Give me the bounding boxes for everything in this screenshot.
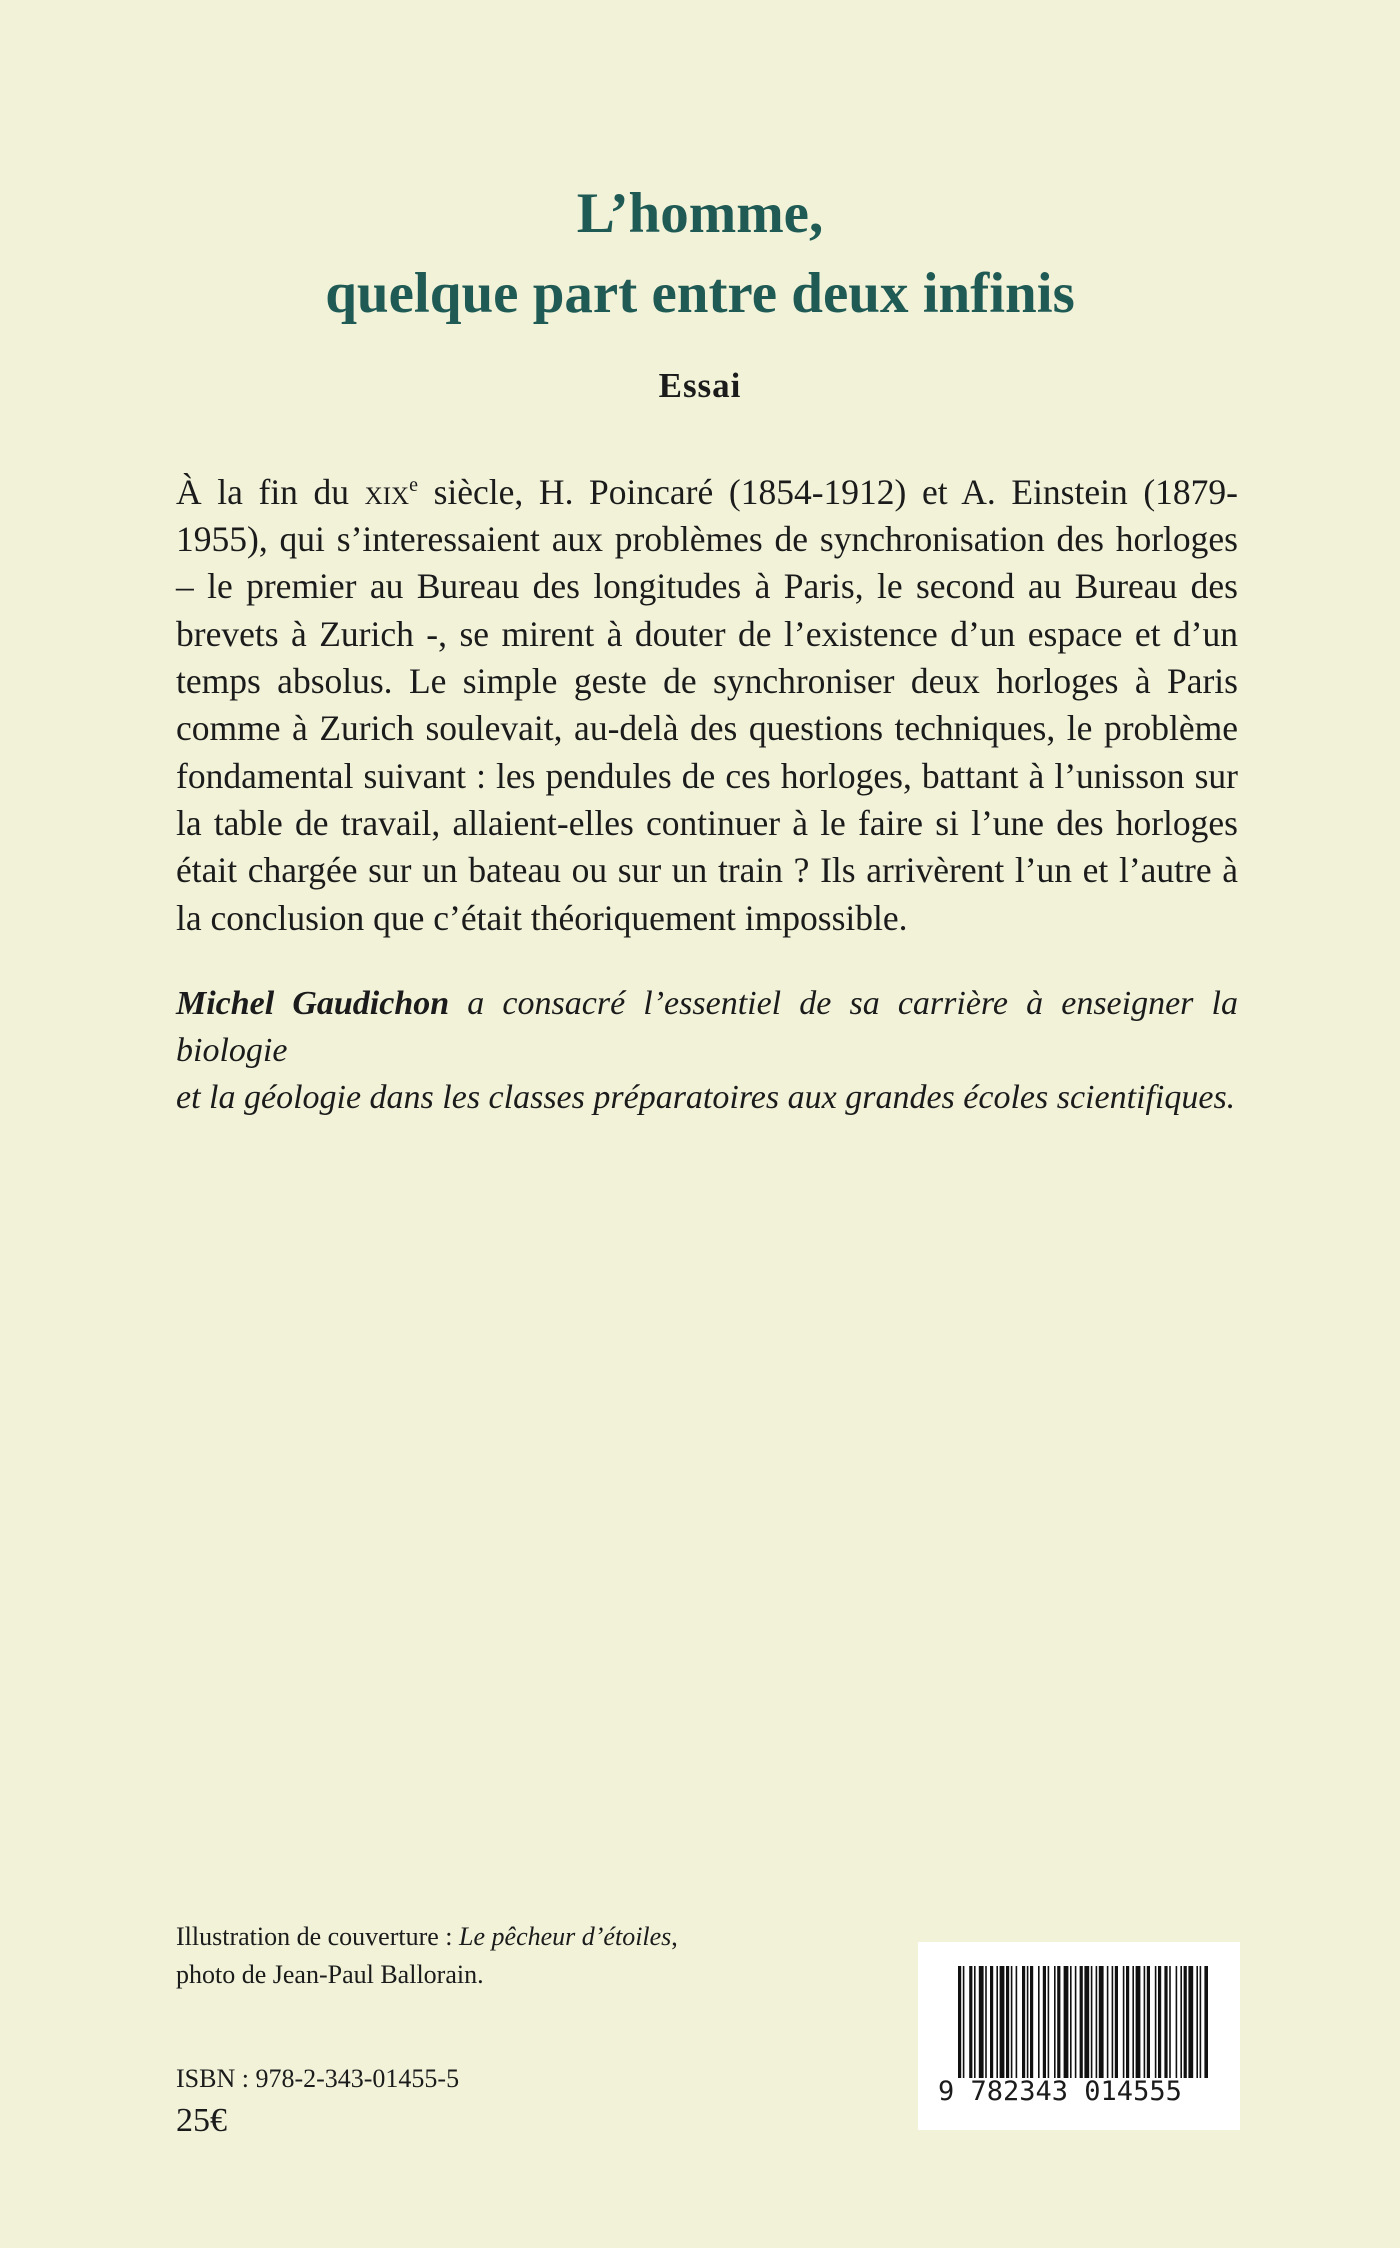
barcode-bar (1027, 1966, 1029, 2078)
barcode-bar (1000, 1966, 1005, 2078)
illustration-credit-line-1 (176, 1918, 678, 1956)
credit-prefix: Illustration de couverture : (176, 1922, 460, 1951)
barcode-bar (1164, 1966, 1167, 2078)
barcode-bar (1123, 1966, 1125, 2078)
summary-line: – le premier au Bureau des longitudes à Paris, le second au Bureau des (176, 566, 1238, 607)
barcode-bar (1099, 1966, 1104, 2078)
barcode-bar (1043, 1966, 1046, 2078)
author-bio-line (176, 980, 1238, 1074)
summary-line: la conclusion que c’était théoriquement impossible. (176, 897, 908, 938)
barcode-bar (974, 1966, 976, 2078)
barcode-bar (1200, 1966, 1202, 2078)
barcode-bar (979, 1966, 984, 2078)
summary-line: comme à Zurich soulevait, au-delà des questions techniques, le problème (176, 708, 1238, 749)
barcode-bar (1096, 1966, 1098, 2078)
barcode-bars (958, 1966, 1208, 2078)
barcode-bar (1144, 1966, 1146, 2078)
barcode-bar (958, 1966, 961, 2078)
book-title-line-1: L’homme, (576, 182, 824, 245)
barcode-bar (985, 1966, 987, 2078)
barcode (918, 1942, 1240, 2130)
barcode-bar (1084, 1966, 1089, 2078)
barcode-bar (1011, 1966, 1013, 2078)
barcode-bar (1176, 1966, 1178, 2078)
barcode-bar (1204, 1966, 1208, 2078)
book-title-line-2: quelque part entre deux infinis (325, 262, 1075, 325)
summary-line: fondamental suivant : les pendules de ces horloges, battant à l’unisson sur (176, 755, 1238, 796)
barcode-bar (1196, 1966, 1198, 2078)
barcode-bar (1080, 1966, 1083, 2078)
barcode-bar (1054, 1966, 1056, 2078)
barcode-bar (1075, 1966, 1077, 2078)
isbn: ISBN : 978-2-343-01455-5 (176, 2064, 460, 2093)
summary-line-0: siècle, H. Poincaré (1854-1912) et A. Einstein (1879- (418, 471, 1238, 512)
century-numeral: xix (364, 471, 410, 512)
barcode-bar (1188, 1966, 1193, 2078)
summary-line: était chargée sur un bateau ou sur un train ? Ils arrivèrent l’un et l’autre à (176, 850, 1238, 891)
barcode-bar (1136, 1966, 1141, 2078)
barcode-bar (1126, 1966, 1129, 2078)
barcode-bar (1180, 1966, 1182, 2078)
barcode-bar (1006, 1966, 1009, 2078)
barcode-bar (996, 1966, 998, 2078)
barcode-bar (1091, 1966, 1093, 2078)
author-bio-line: et la géologie dans les classes préparatoires aux grandes écoles scientifiques. (176, 1079, 1236, 1116)
author-bio-text-1: a consacré l’essentiel de sa carrière à enseigner la biologie (176, 985, 1238, 1069)
credit-work-title: Le pêcheur d’étoiles (459, 1922, 672, 1951)
summary-line: la table de travail, allaient-elles continuer à le faire si l’une des horloges (176, 802, 1238, 843)
barcode-bar (1115, 1966, 1118, 2078)
barcode-bar (1107, 1966, 1109, 2078)
barcode-bar (1112, 1966, 1114, 2078)
barcode-bar (1022, 1966, 1025, 2078)
author-name: Michel Gaudichon (176, 985, 450, 1022)
credit-suffix: , (671, 1922, 678, 1951)
illustration-credit (176, 1918, 678, 1994)
barcode-bar (1158, 1966, 1161, 2078)
barcode-bar (963, 1966, 965, 2078)
barcode-bar (1169, 1966, 1171, 2078)
barcode-bar (1155, 1966, 1157, 2078)
summary-line: brevets à Zurich -, se mirent à douter de l’existence d’un espace et d’un (176, 613, 1238, 654)
barcode-bar (1057, 1966, 1060, 2078)
barcode-bar (1030, 1966, 1033, 2078)
barcode-bar (1038, 1966, 1040, 2078)
barcode-bar (1184, 1966, 1187, 2078)
barcode-bar (1064, 1966, 1069, 2078)
illustration-credit-line-2: photo de Jean-Paul Ballorain. (176, 1960, 484, 1989)
barcode-bar (1070, 1966, 1072, 2078)
barcode-bar (1132, 1966, 1134, 2078)
barcode-bar (1147, 1966, 1150, 2078)
book-genre: Essai (658, 366, 742, 405)
barcode-digits: 9 782343 014555 (938, 2076, 1182, 2107)
barcode-bar (990, 1966, 993, 2078)
barcode-bar (1016, 1966, 1018, 2078)
price: 25€ (176, 2102, 227, 2139)
summary-lead: À la fin du (176, 471, 365, 512)
barcode-bar (969, 1966, 972, 2078)
summary-line (176, 462, 1238, 516)
author-bio (176, 980, 1238, 1121)
summary-paragraph (176, 462, 1238, 942)
summary-line: 1955), qui s’interessaient aux problèmes de synchronisation des horloges (176, 519, 1238, 560)
summary-line: temps absolus. Le simple geste de synchroniser deux horloges à Paris (176, 661, 1238, 702)
century-superscript: e (409, 474, 418, 496)
barcode-bar (1048, 1966, 1050, 2078)
